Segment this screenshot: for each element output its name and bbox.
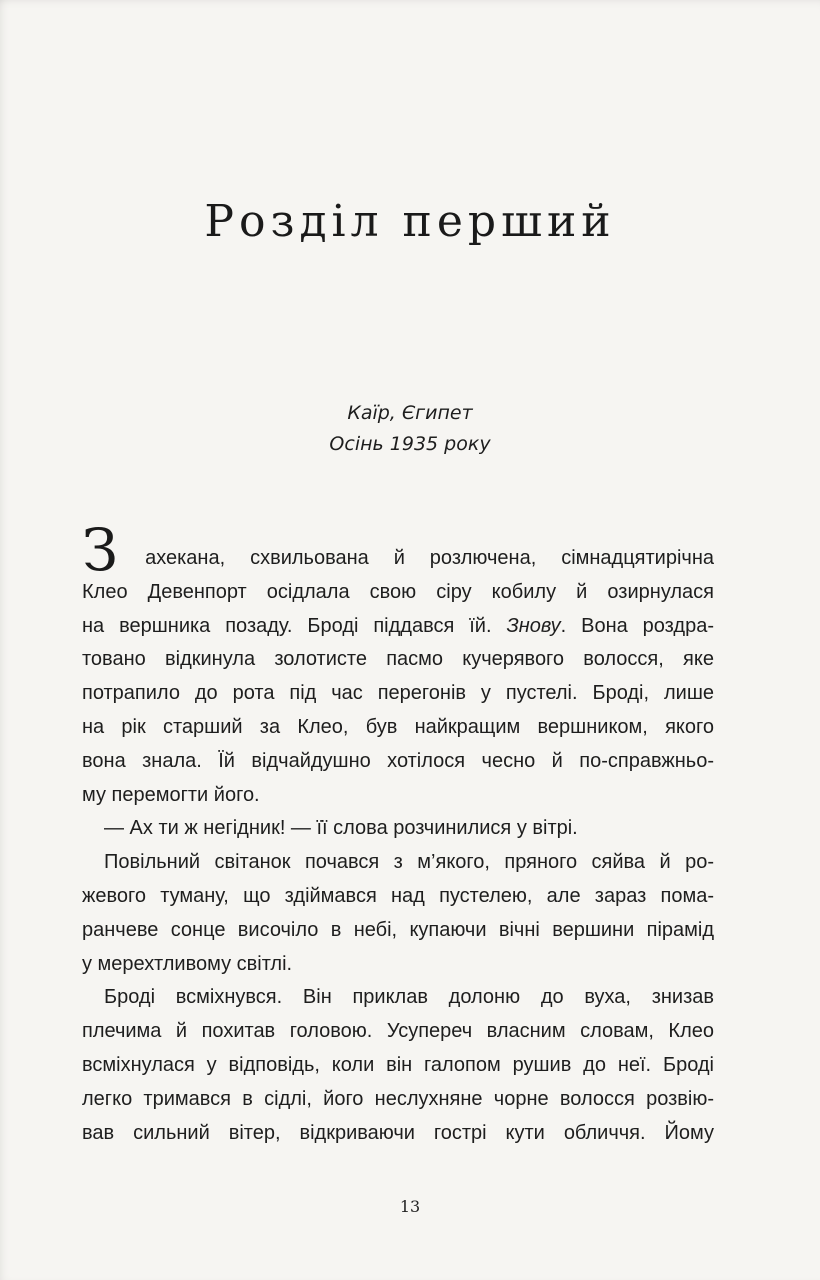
setting-block: [0, 398, 820, 460]
page-number: 13: [399, 1197, 421, 1216]
paragraph-4-line-5: вав сильний вітер, відкриваючи гострі кути обличчя. Йому: [82, 1121, 714, 1144]
paragraph-4-line-1: Броді всміхнувся. Він приклав долоню до вуха, знизав: [104, 986, 714, 1009]
paragraph-1-line-5: потрапило до рота під час перегонів у пустелі. Броді, лише: [82, 682, 714, 705]
place-label: Каїр, Єгипет: [347, 402, 473, 424]
line-text-tail: . Вона роздра-: [560, 614, 714, 637]
body-text: [82, 516, 714, 1150]
chapter-title: Розділ перший: [204, 196, 616, 247]
paragraph-1-line-4: товано відкинула золотисте пасмо кучерявого волосся, яке: [82, 648, 714, 671]
paragraph-3-line-4: у мерехтливому світлі.: [82, 952, 293, 975]
paragraph-1: [82, 516, 714, 812]
drop-cap: З: [82, 516, 119, 584]
paragraph-3-line-2: жевого туману, що здіймався над пустелею, але зараз пома-: [82, 884, 714, 907]
paragraph-2: [82, 812, 714, 846]
paragraph-3-line-1: Повільний світанок почався з м’якого, пряного сяйва й ро-: [104, 851, 714, 874]
paragraph-4: [82, 981, 714, 1150]
paragraph-3-line-3: ранчеве сонце височіло в небі, купаючи вічні вершини пірамід: [82, 918, 714, 941]
paragraph-1-line-2: Клео Девенпорт осідлала свою сіру кобилу й озирнулася: [82, 580, 714, 603]
line-text: на вершника позаду. Броді піддався їй.: [82, 614, 492, 637]
date-label: Осінь 1935 року: [329, 433, 491, 455]
paragraph-4-line-2: плечима й похитав головою. Усупереч власним словам, Клео: [82, 1020, 714, 1043]
paragraph-1-line-6: на рік старший за Клео, був найкращим вершником, якого: [82, 715, 714, 738]
paragraph-1-line-3: [82, 610, 714, 644]
paragraph-4-line-4: легко тримався в сідлі, його неслухняне чорне волосся розвію-: [82, 1087, 714, 1110]
paragraph-4-line-3: всміхнулася у відповідь, коли він галопом рушив до неї. Броді: [82, 1053, 714, 1076]
dialogue-line: — Ах ти ж негідник! — її слова розчинилися у вітрі.: [104, 817, 578, 840]
paragraph-1-line-1: [82, 516, 714, 584]
paragraph-1-line-8: му перемогти його.: [82, 783, 260, 806]
paragraph-3: [82, 846, 714, 981]
italic-word: Знову: [506, 614, 561, 637]
paragraph-1-line-7: вона знала. Їй відчайдушно хотілося чесно й по-справжньо-: [82, 749, 714, 772]
first-line-text: ахекана, схвильована й розлючена, сімнадцятирічна: [145, 547, 714, 569]
